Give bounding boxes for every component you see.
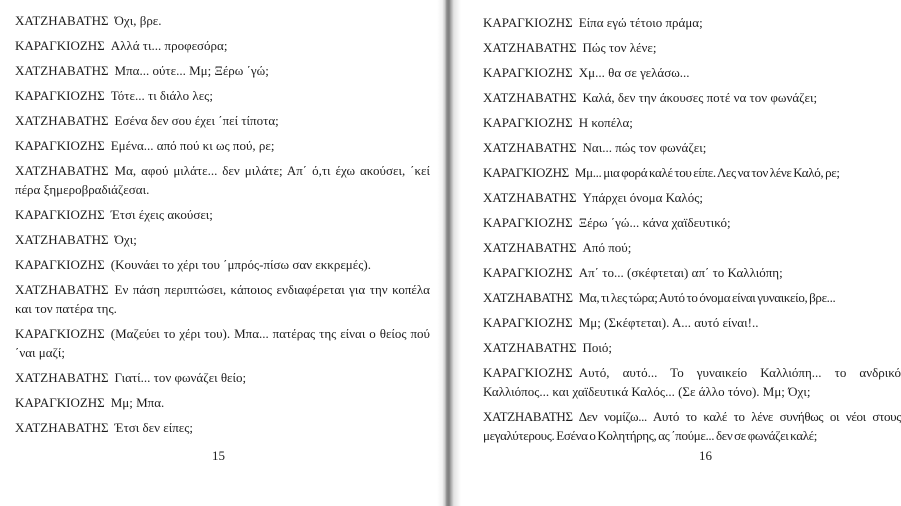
dialogue-text: Όχι; xyxy=(114,232,137,247)
dialogue-text: Ξέρω ΄γώ... κάνα χαϊδευτικό; xyxy=(578,215,731,230)
dialogue-text: Ποιό; xyxy=(582,340,613,355)
dialogue-line xyxy=(483,407,901,445)
dialogue-text: Είπα εγώ τέτοιο πράμα; xyxy=(578,15,703,30)
speaker-name: ΚΑΡΑΓΚΙΟΖΗΣ xyxy=(483,265,573,280)
dialogue-text: Έτσι δεν είπες; xyxy=(114,420,193,435)
dialogue-text: Αλλά τι... προφεσόρα; xyxy=(110,38,228,53)
speaker-name: ΚΑΡΑΓΚΙΟΖΗΣ xyxy=(483,315,573,330)
dialogue-line xyxy=(483,313,901,332)
dialogue-text: Γιατί... τον φωνάζει θείο; xyxy=(114,370,247,385)
page-number: 15 xyxy=(212,448,225,463)
dialogue-line xyxy=(15,136,430,155)
speaker-name: ΧΑΤΖΗΑΒΑΤΗΣ xyxy=(483,190,577,205)
dialogue-text: Ναι... πώς τον φωνάζει; xyxy=(582,140,707,155)
left-page-text xyxy=(15,11,430,437)
dialogue-text: Μα, τι λες τώρα; Αυτό το όνομα είναι γυναικείο, βρε... xyxy=(578,290,836,305)
speaker-name: ΧΑΤΖΗΑΒΑΤΗΣ xyxy=(15,232,109,247)
dialogue-text: Έτσι έχεις ακούσει; xyxy=(110,207,213,222)
dialogue-text: Εν πάση περιπτώσει, κάποιος ενδιαφέρεται για την κοπέλα και τον πατέρα της. xyxy=(15,282,430,316)
speaker-name: ΧΑΤΖΗΑΒΑΤΗΣ xyxy=(483,40,577,55)
speaker-name: ΧΑΤΖΗΑΒΑΤΗΣ xyxy=(15,282,109,297)
dialogue-line xyxy=(483,13,901,32)
speaker-name: ΚΑΡΑΓΚΙΟΖΗΣ xyxy=(483,165,569,180)
dialogue-text: Μπα... ούτε... Μμ; Ξέρω ΄γώ; xyxy=(114,63,269,78)
dialogue-line xyxy=(15,161,430,199)
speaker-name: ΚΑΡΑΓΚΙΟΖΗΣ xyxy=(15,257,105,272)
dialogue-line xyxy=(15,368,430,387)
dialogue-line xyxy=(15,111,430,130)
speaker-name: ΚΑΡΑΓΚΙΟΖΗΣ xyxy=(15,38,105,53)
speaker-name: ΧΑΤΖΗΑΒΑΤΗΣ xyxy=(483,409,573,424)
speaker-name: ΧΑΤΖΗΑΒΑΤΗΣ xyxy=(483,340,577,355)
speaker-name: ΚΑΡΑΓΚΙΟΖΗΣ xyxy=(15,207,105,222)
dialogue-text: Μμ; (Σκέφτεται). Α... αυτό είναι!.. xyxy=(578,315,759,330)
dialogue-text: Δεν νομίζω... Αυτό το καλέ το λένε συνήθως οι νέοι στους μεγαλύτερους. Εσένα ο Κολητήρης, ας ΄πούμε... δεν σε φωνάζει καλέ; xyxy=(483,409,901,443)
dialogue-line xyxy=(483,88,901,107)
dialogue-text: Εμένα... από πού κι ως πού, ρε; xyxy=(110,138,275,153)
speaker-name: ΧΑΤΖΗΑΒΑΤΗΣ xyxy=(483,240,577,255)
dialogue-line xyxy=(15,36,430,55)
speaker-name: ΧΑΤΖΗΑΒΑΤΗΣ xyxy=(15,113,109,128)
page-spine-divider xyxy=(437,0,461,506)
speaker-name: ΚΑΡΑΓΚΙΟΖΗΣ xyxy=(483,115,573,130)
dialogue-line xyxy=(483,338,901,357)
dialogue-text: Εσένα δεν σου έχει ΄πεί τίποτα; xyxy=(114,113,279,128)
speaker-name: ΚΑΡΑΓΚΙΟΖΗΣ xyxy=(483,215,573,230)
speaker-name: ΧΑΤΖΗΑΒΑΤΗΣ xyxy=(15,63,109,78)
speaker-name: ΚΑΡΑΓΚΙΟΖΗΣ xyxy=(15,138,105,153)
dialogue-line xyxy=(15,86,430,105)
dialogue-text: (Μαζεύει το χέρι του). Μπα... πατέρας της είναι ο θείος πού ΄ναι μαζί; xyxy=(15,326,430,360)
speaker-name: ΚΑΡΑΓΚΙΟΖΗΣ xyxy=(483,65,573,80)
dialogue-line xyxy=(483,188,901,207)
dialogue-text: Μμ... μια φορά καλέ του είπε. Λες να τον λένε Καλό, ρε; xyxy=(574,165,840,180)
dialogue-line xyxy=(15,393,430,412)
dialogue-line xyxy=(483,363,901,401)
dialogue-line xyxy=(483,63,901,82)
dialogue-line xyxy=(483,163,901,182)
speaker-name: ΚΑΡΑΓΚΙΟΖΗΣ xyxy=(15,395,105,410)
right-page-text xyxy=(483,13,901,445)
dialogue-line xyxy=(483,263,901,282)
dialogue-text: Αυτό, αυτό... Το γυναικείο Καλλιόπη... το ανδρικό Καλλιόπος... και χαϊδευτικά Καλός... (Σε άλλο τόνο). Μμ; Όχι; xyxy=(483,365,901,399)
speaker-name: ΧΑΤΖΗΑΒΑΤΗΣ xyxy=(15,370,109,385)
dialogue-line xyxy=(483,38,901,57)
speaker-name: ΚΑΡΑΓΚΙΟΖΗΣ xyxy=(15,326,105,341)
dialogue-text: Η κοπέλα; xyxy=(578,115,633,130)
dialogue-line xyxy=(483,288,901,307)
dialogue-text: Απ΄ το... (σκέφτεται) απ΄ το Καλλιόπη; xyxy=(578,265,783,280)
dialogue-text: (Κουνάει το χέρι του ΄μπρός-πίσω σαν εκκρεμές). xyxy=(110,257,371,272)
dialogue-line xyxy=(15,230,430,249)
speaker-name: ΧΑΤΖΗΑΒΑΤΗΣ xyxy=(483,90,577,105)
dialogue-text: Όχι, βρε. xyxy=(114,13,162,28)
left-page xyxy=(0,0,438,506)
speaker-name: ΚΑΡΑΓΚΙΟΖΗΣ xyxy=(15,88,105,103)
speaker-name: ΧΑΤΖΗΑΒΑΤΗΣ xyxy=(15,420,109,435)
dialogue-line xyxy=(15,255,430,274)
dialogue-text: Καλά, δεν την άκουσες ποτέ να τον φωνάζει; xyxy=(582,90,818,105)
dialogue-line xyxy=(15,280,430,318)
speaker-name: ΧΑΤΖΗΑΒΑΤΗΣ xyxy=(15,163,109,178)
speaker-name: ΚΑΡΑΓΚΙΟΖΗΣ xyxy=(483,365,573,380)
speaker-name: ΧΑΤΖΗΑΒΑΤΗΣ xyxy=(483,140,577,155)
dialogue-text: Μα, αφού μιλάτε... δεν μιλάτε; Απ΄ ό,τι έχω ακούσει, ΄κεί πέρα ξημεροβραδιάζεσαι. xyxy=(15,163,430,197)
speaker-name: ΚΑΡΑΓΚΙΟΖΗΣ xyxy=(483,15,573,30)
speaker-name: ΧΑΤΖΗΑΒΑΤΗΣ xyxy=(483,290,573,305)
dialogue-line xyxy=(15,418,430,437)
dialogue-text: Πώς τον λένε; xyxy=(582,40,657,55)
dialogue-line xyxy=(483,213,901,232)
dialogue-line xyxy=(483,138,901,157)
dialogue-line xyxy=(483,238,901,257)
dialogue-line xyxy=(15,61,430,80)
dialogue-line xyxy=(15,205,430,224)
page-number: 16 xyxy=(699,448,712,463)
dialogue-line xyxy=(483,113,901,132)
dialogue-text: Από πού; xyxy=(582,240,632,255)
dialogue-text: Μμ; Μπα. xyxy=(110,395,165,410)
right-page xyxy=(461,0,901,506)
dialogue-text: Τότε... τι διάλο λες; xyxy=(110,88,213,103)
dialogue-line xyxy=(15,324,430,362)
dialogue-text: Χμ... θα σε γελάσω... xyxy=(578,65,690,80)
dialogue-text: Υπάρχει όνομα Καλός; xyxy=(582,190,703,205)
dialogue-line xyxy=(15,11,430,30)
speaker-name: ΧΑΤΖΗΑΒΑΤΗΣ xyxy=(15,13,109,28)
